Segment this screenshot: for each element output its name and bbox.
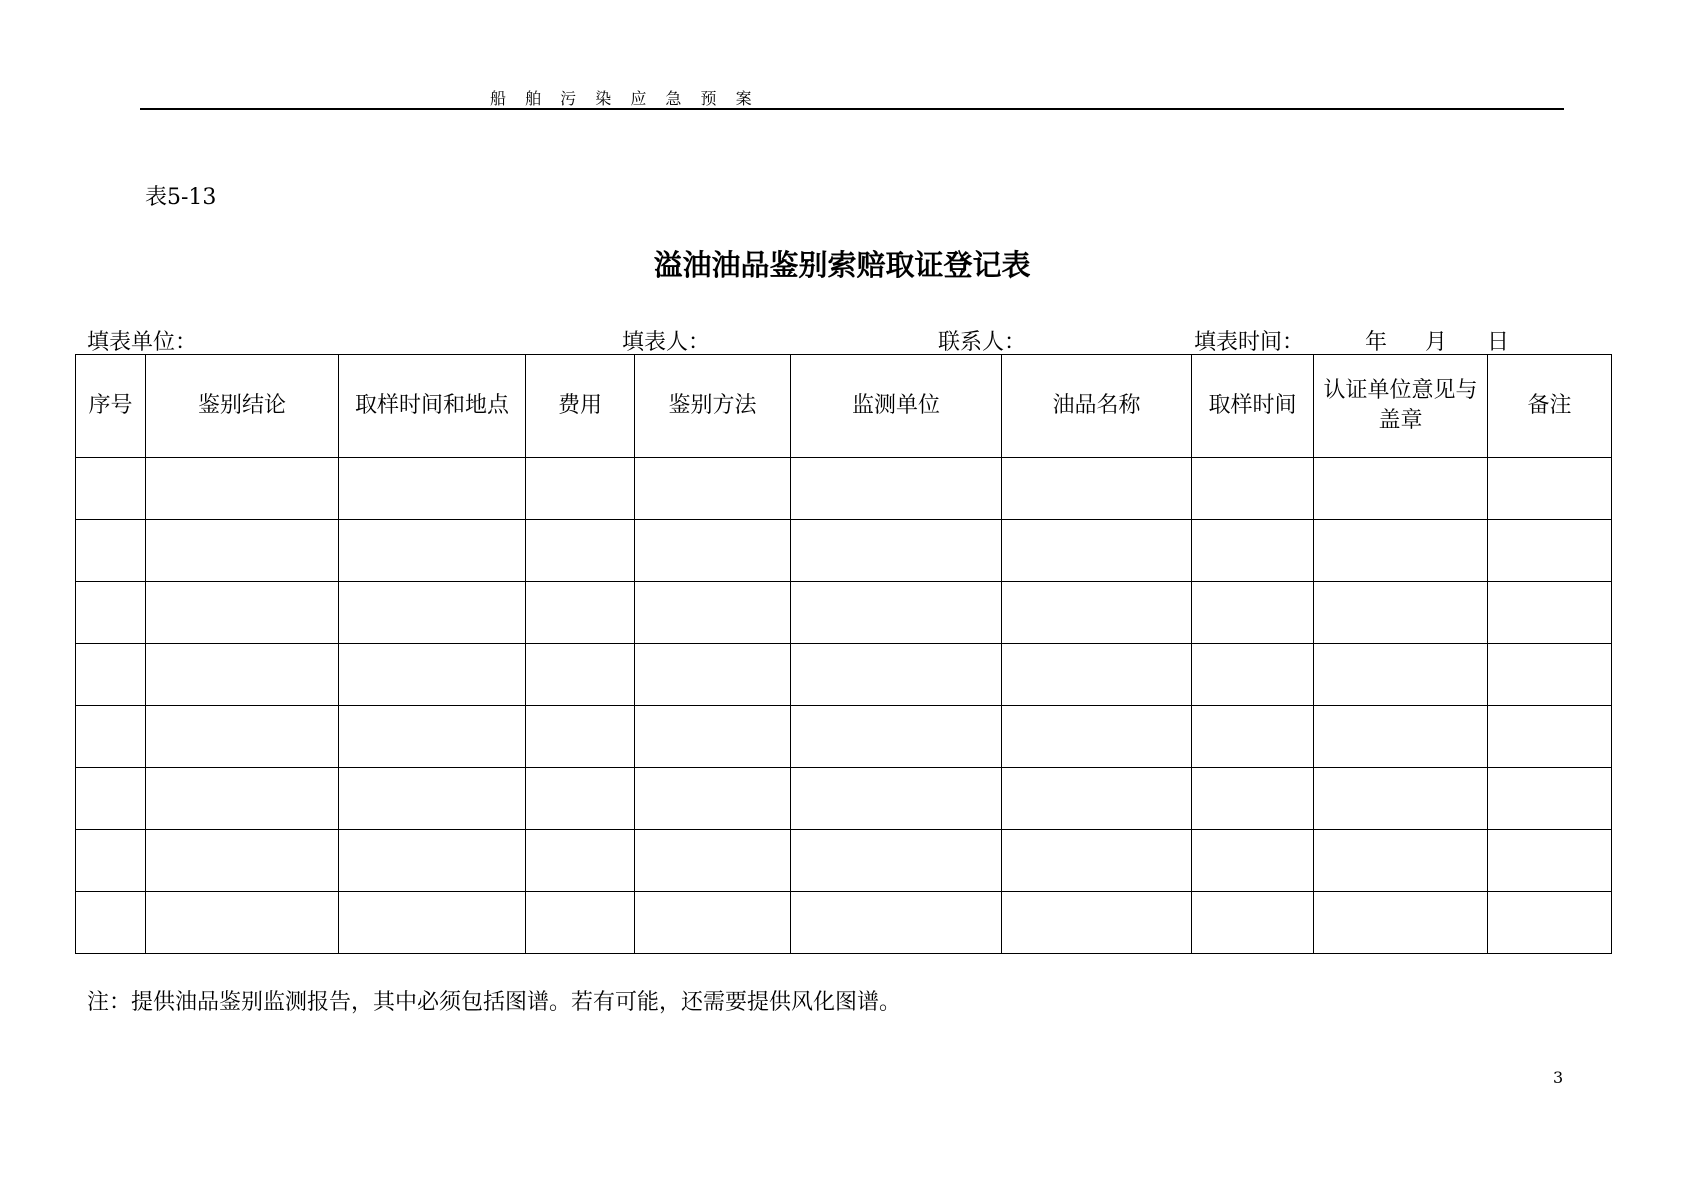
header-monitoring-unit: 监测单位 — [791, 355, 1002, 458]
table-cell[interactable] — [1002, 706, 1192, 768]
table-cell[interactable] — [1002, 458, 1192, 520]
document-title: 溢油油品鉴别索赔取证登记表 — [653, 248, 1031, 282]
table-cell[interactable] — [76, 582, 146, 644]
table-cell[interactable] — [791, 520, 1002, 582]
table-cell[interactable] — [1488, 644, 1612, 706]
table-cell[interactable] — [1002, 520, 1192, 582]
table-cell[interactable] — [339, 582, 526, 644]
table-cell[interactable] — [1314, 892, 1488, 954]
table-cell[interactable] — [1488, 706, 1612, 768]
header-oil-name: 油品名称 — [1002, 355, 1192, 458]
table-row — [76, 830, 1612, 892]
table-cell[interactable] — [1002, 768, 1192, 830]
table-cell[interactable] — [526, 582, 635, 644]
table-cell[interactable] — [1488, 892, 1612, 954]
table-cell[interactable] — [1192, 830, 1314, 892]
table-cell[interactable] — [1002, 830, 1192, 892]
table-cell[interactable] — [146, 706, 339, 768]
table-cell[interactable] — [1192, 768, 1314, 830]
table-cell[interactable] — [339, 768, 526, 830]
table-cell[interactable] — [1488, 458, 1612, 520]
page-number: 3 — [1553, 1068, 1564, 1087]
table-cell[interactable] — [339, 520, 526, 582]
table-cell[interactable] — [635, 830, 791, 892]
table-cell[interactable] — [791, 830, 1002, 892]
date-year-label: 年 — [1365, 330, 1388, 355]
table-row — [76, 582, 1612, 644]
table-cell[interactable] — [76, 892, 146, 954]
table-cell[interactable] — [146, 582, 339, 644]
table-cell[interactable] — [1192, 458, 1314, 520]
table-header-row — [76, 355, 1612, 458]
table-cell[interactable] — [635, 458, 791, 520]
table-cell[interactable] — [1488, 830, 1612, 892]
registration-table — [75, 354, 1612, 954]
table-cell[interactable] — [146, 768, 339, 830]
header-certification-opinion: 认证单位意见与盖章 — [1314, 355, 1488, 458]
table-cell[interactable] — [146, 892, 339, 954]
header-identification-conclusion: 鉴别结论 — [146, 355, 339, 458]
table-row — [76, 706, 1612, 768]
table-cell[interactable] — [1314, 582, 1488, 644]
table-cell[interactable] — [791, 892, 1002, 954]
table-cell[interactable] — [526, 520, 635, 582]
table-cell[interactable] — [76, 458, 146, 520]
contact-label: 联系人： — [938, 330, 1027, 355]
header-cost: 费用 — [526, 355, 635, 458]
table-cell[interactable] — [1314, 768, 1488, 830]
header-remarks: 备注 — [1488, 355, 1612, 458]
table-cell[interactable] — [635, 520, 791, 582]
date-day-label: 日 — [1487, 330, 1510, 355]
table-cell[interactable] — [791, 458, 1002, 520]
fill-time-label: 填表时间： — [1194, 330, 1305, 355]
header-serial-number: 序号 — [76, 355, 146, 458]
table-cell[interactable] — [1002, 892, 1192, 954]
table-cell[interactable] — [1192, 706, 1314, 768]
table-cell[interactable] — [1488, 582, 1612, 644]
table-row — [76, 644, 1612, 706]
header-sampling-time-place: 取样时间和地点 — [339, 355, 526, 458]
table-cell[interactable] — [146, 830, 339, 892]
header-identification-method: 鉴别方法 — [635, 355, 791, 458]
table-cell[interactable] — [76, 768, 146, 830]
fill-unit-label: 填表单位： — [87, 330, 198, 355]
table-cell[interactable] — [339, 830, 526, 892]
table-cell[interactable] — [76, 520, 146, 582]
table-cell[interactable] — [526, 458, 635, 520]
table-cell[interactable] — [1314, 458, 1488, 520]
table-cell[interactable] — [339, 706, 526, 768]
table-cell[interactable] — [339, 892, 526, 954]
running-header: 船 舶 污 染 应 急 预 案 — [490, 89, 759, 108]
header-sampling-time: 取样时间 — [1192, 355, 1314, 458]
table-cell[interactable] — [1002, 644, 1192, 706]
table-cell[interactable] — [339, 458, 526, 520]
header-rule — [140, 108, 1564, 110]
table-row — [76, 458, 1612, 520]
table-cell[interactable] — [1314, 830, 1488, 892]
table-cell[interactable] — [1192, 520, 1314, 582]
table-number: 表5-13 — [145, 185, 217, 210]
table-row — [76, 892, 1612, 954]
table-cell[interactable] — [1314, 644, 1488, 706]
filler-label: 填表人： — [622, 330, 711, 355]
table-cell[interactable] — [146, 458, 339, 520]
table-cell[interactable] — [76, 706, 146, 768]
table-cell[interactable] — [526, 892, 635, 954]
table-cell[interactable] — [526, 706, 635, 768]
table-row — [76, 768, 1612, 830]
table-cell[interactable] — [635, 644, 791, 706]
table-cell[interactable] — [1488, 768, 1612, 830]
table-cell[interactable] — [76, 830, 146, 892]
table-cell[interactable] — [526, 830, 635, 892]
table-cell[interactable] — [526, 644, 635, 706]
table-cell[interactable] — [1314, 520, 1488, 582]
table-cell[interactable] — [339, 644, 526, 706]
table-cell[interactable] — [1488, 520, 1612, 582]
table-cell[interactable] — [146, 520, 339, 582]
table-cell[interactable] — [1314, 706, 1488, 768]
table-cell[interactable] — [791, 582, 1002, 644]
table-cell[interactable] — [635, 768, 791, 830]
table-cell[interactable] — [635, 706, 791, 768]
table-cell[interactable] — [1002, 582, 1192, 644]
table-cell[interactable] — [1192, 644, 1314, 706]
table-cell[interactable] — [76, 644, 146, 706]
table-cell[interactable] — [791, 706, 1002, 768]
table-cell[interactable] — [1192, 582, 1314, 644]
table-cell[interactable] — [146, 644, 339, 706]
table-cell[interactable] — [635, 582, 791, 644]
footnote: 注：提供油品鉴别监测报告，其中必须包括图谱。若有可能，还需要提供风化图谱。 — [87, 990, 902, 1015]
table-cell[interactable] — [791, 768, 1002, 830]
table-cell[interactable] — [791, 644, 1002, 706]
table-row — [76, 520, 1612, 582]
table-cell[interactable] — [635, 892, 791, 954]
table-cell[interactable] — [1192, 892, 1314, 954]
table-cell[interactable] — [526, 768, 635, 830]
date-month-label: 月 — [1425, 330, 1448, 355]
